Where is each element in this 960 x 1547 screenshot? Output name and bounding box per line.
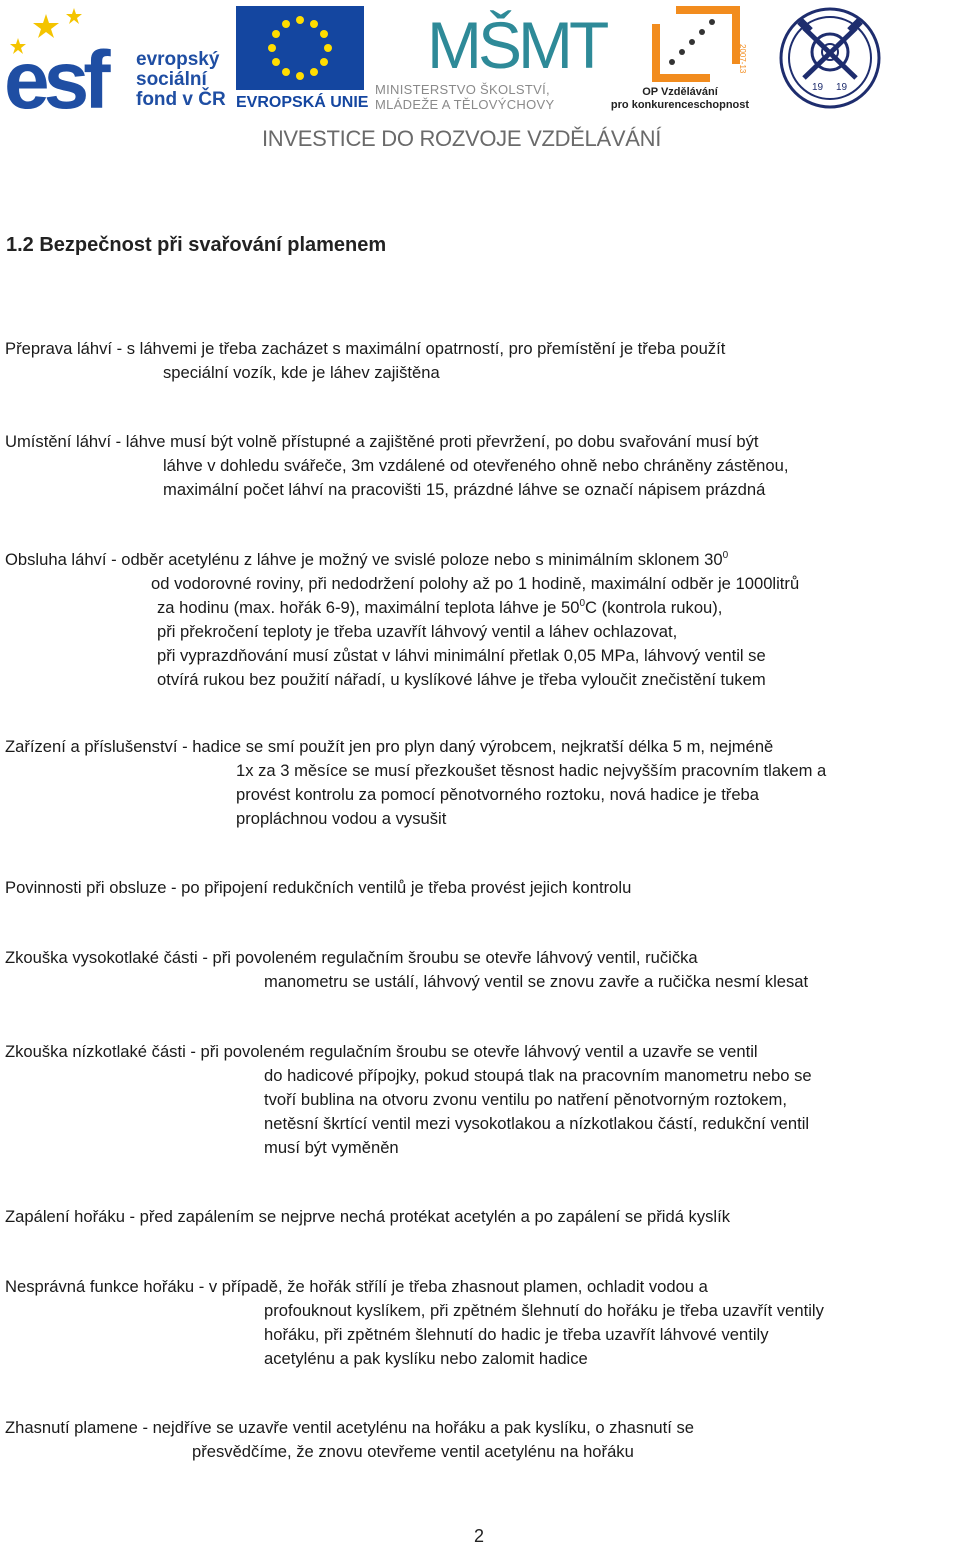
degree-superscript: 0 <box>722 550 729 561</box>
op-line1: OP Vzdělávání <box>642 86 718 98</box>
section-line: musí být vyměněn <box>264 1138 399 1157</box>
section-line: Zhasnutí plamene - nejdříve se uzavře ventil acetylénu na hořáku a pak kyslíku, o zhasnutí se <box>5 1418 695 1437</box>
eu-logo <box>236 6 369 112</box>
section-line: při vyprazdňování musí zůstat v láhvi minimální přetlak 0,05 MPa, láhvový ventil se <box>157 646 766 665</box>
section-line: manometru se ustálí, láhvový ventil se znovu zavře a ručička nesmí klesat <box>264 972 809 991</box>
page-number: 2 <box>474 1526 485 1546</box>
section-preprava <box>5 337 725 385</box>
section-line: do hadicové přípojky, pokud stoupá tlak na pracovním manometru nebo se <box>264 1066 812 1085</box>
section-line: při překročení teploty je třeba uzavřít láhvový ventil a láhev ochlazovat, <box>157 622 678 641</box>
section-line <box>5 596 799 620</box>
section-line-text: Obsluha láhví - odběr acetylénu z láhve je možný ve svislé poloze nebo s minimálním sklonem 30 <box>5 550 723 569</box>
emblem-logo <box>778 6 882 110</box>
section-zkouska-vysokotlake <box>5 946 808 994</box>
section-line: Zařízení a příslušenství - hadice se smí použít jen pro plyn daný výrobcem, nejkratší délka 5 m, nejméně <box>5 737 774 756</box>
section-line: tvoří bublina na otvoru zvonu ventilu po natření pěnotvorným roztokem, <box>264 1090 787 1109</box>
esf-line1: evropský <box>136 49 220 70</box>
esf-logo <box>4 4 229 126</box>
section-line: Zapálení hořáku - před zapálením se nejprve nechá protékat acetylén a po zapálení se přidá kyslík <box>5 1207 731 1226</box>
emblem-seal-icon <box>778 6 882 110</box>
section-line: propláchnou vodou a vysušit <box>236 809 447 828</box>
section-line: Zkouška nízkotlaké části - při povoleném regulačním šroubu se otevře láhvový ventil a uzavře se ventil <box>5 1042 758 1061</box>
section-zkouska-nizkotlake <box>5 1040 812 1160</box>
header-logos <box>0 0 960 160</box>
page-title: 1.2 Bezpečnost při svařování plamenem <box>6 234 387 256</box>
op-line2: pro konkurenceschopnost <box>610 99 750 111</box>
op-mark-icon <box>636 4 746 82</box>
msmt-line2: MLÁDEŽE A TĚLOVÝCHOVY <box>375 97 555 112</box>
section-line: speciální vozík, kde je láhev zajištěna <box>163 363 440 382</box>
section-line: 1x za 3 měsíce se musí přezkoušet těsnost hadic nejvyšším pracovním tlakem a <box>236 761 827 780</box>
section-line: hořáku, při zpětném šlehnutí do hadic je třeba uzavřít láhvové ventily <box>264 1325 769 1344</box>
msmt-mark-icon <box>427 4 606 82</box>
section-line: Přeprava láhví - s láhvemi je třeba zacházet s maximální opatrností, pro přemístění je třeba použít <box>5 339 726 358</box>
esf-line3: fond v ČR <box>136 89 226 110</box>
section-zarizeni <box>5 735 826 831</box>
section-line: přesvědčíme, že znovu otevřeme ventil acetylénu na hořáku <box>192 1442 634 1461</box>
section-zapaleni <box>5 1205 730 1229</box>
svg-text:esf: esf <box>4 35 105 126</box>
esf-line2: sociální <box>136 69 207 90</box>
msmt-logo <box>375 4 606 114</box>
section-line-text: za hodinu (max. hořák 6-9), maximální teplota láhve je 50 <box>157 598 580 617</box>
section-line: Nesprávná funkce hořáku - v případě, že hořák střílí je třeba zhasnout plamen, ochladit vodou a <box>5 1277 708 1296</box>
eu-flag-icon <box>236 6 364 90</box>
section-zhasnuti <box>5 1416 694 1464</box>
degree-superscript: 0 <box>579 598 585 609</box>
eu-label: EVROPSKÁ UNIE <box>236 94 369 111</box>
section-line: netěsní škrtící ventil mezi vysokotlakou a nízkotlakou částí, redukční ventil <box>264 1114 810 1133</box>
op-logo <box>606 4 756 114</box>
section-line: Umístění láhví - láhve musí být volně přístupné a zajištěné proti převržení, po dobu svařování musí být <box>5 432 759 451</box>
section-line: otvírá rukou bez použití nářadí, u kyslíkové láhve je třeba vyloučit znečistění tukem <box>157 670 766 689</box>
section-line: maximální počet láhví na pracovišti 15, prázdné láhve se označí nápisem prázdná <box>163 480 766 499</box>
op-years: 2007-13 <box>738 44 747 74</box>
section-povinnosti <box>5 876 631 900</box>
svg-text:MŠMT: MŠMT <box>427 8 606 82</box>
esf-mark-icon <box>4 4 134 126</box>
section-line: Povinnosti při obsluze - po připojení redukčních ventilů je třeba provést jejich kontrolu <box>5 878 632 897</box>
section-line: acetylénu a pak kyslíku nebo zalomit hadice <box>264 1349 588 1368</box>
section-obsluha <box>5 548 799 692</box>
section-line: profouknout kyslíkem, při zpětném šlehnutí do hořáku je třeba uzavřít ventily <box>264 1301 824 1320</box>
emblem-year-right: 19 <box>836 82 848 93</box>
msmt-line1: MINISTERSTVO ŠKOLSTVÍ, <box>375 82 550 97</box>
section-nespravna-funkce <box>5 1275 824 1371</box>
section-line <box>5 548 799 572</box>
section-umisteni <box>5 430 788 502</box>
section-line: provést kontrolu za pomocí pěnotvorného roztoku, nová hadice je třeba <box>236 785 760 804</box>
section-line: od vodorovné roviny, při nedodržení polohy až po 1 hodině, maximální odběr je 1000litrů <box>151 574 800 593</box>
emblem-year-left: 19 <box>812 82 824 93</box>
section-line: Zkouška vysokotlaké části - při povoleném regulačním šroubu se otevře láhvový ventil, ručička <box>5 948 698 967</box>
section-line-text: C (kontrola rukou), <box>585 598 723 617</box>
section-line: láhve v dohledu svářeče, 3m vzdálené od otevřeného ohně nebo chráněny zástěnou, <box>163 456 789 475</box>
investice-heading: INVESTICE DO ROZVOJE VZDĚLÁVÁNÍ <box>262 126 662 151</box>
